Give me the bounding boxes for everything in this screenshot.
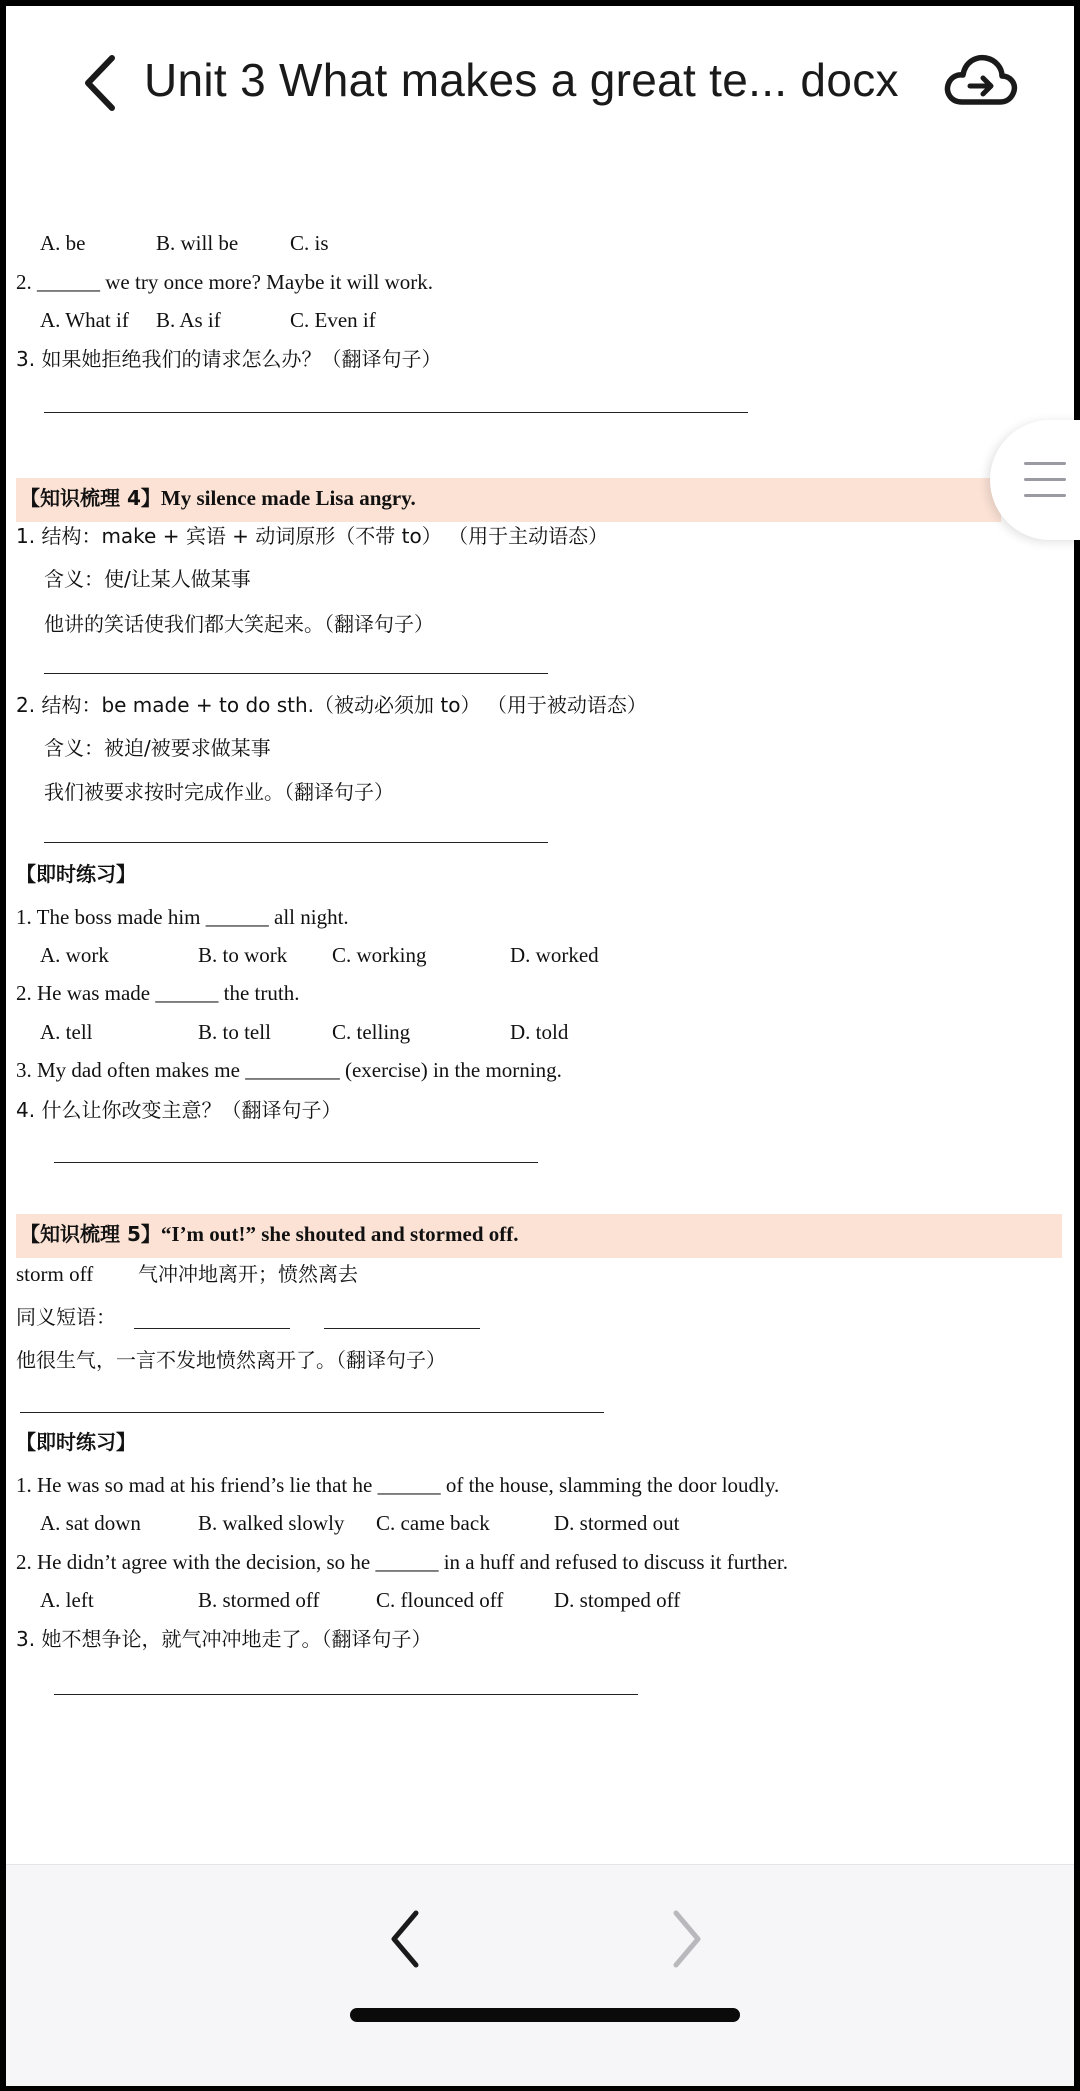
menu-icon-bar [1024,494,1066,497]
menu-icon-bar [1024,462,1066,465]
cloud-upload-button[interactable] [940,42,1020,122]
meaning-text: 含义：被迫/被要求做某事 [44,736,271,760]
option-b: B. will be [156,231,239,255]
answer-line [44,673,548,674]
option-b: B. to tell [198,1020,271,1044]
question-text: 1. The boss made him ______ all night. [16,905,349,929]
option-b: B. As if [156,308,221,332]
section-heading-cn: 【知识梳理 4】 [20,486,161,510]
phrase-term: storm off [16,1262,94,1286]
option-a: A. left [40,1588,94,1612]
answer-line [54,1694,638,1695]
question-text: 2. He didn’t agree with the decision, so he ______ in a huff and refused to discuss it further. [16,1550,788,1574]
question-text: 2. He was made ______ the truth. [16,981,300,1005]
document-header [6,6,1074,156]
option-b: B. walked slowly [198,1511,345,1535]
section-heading [20,483,416,513]
option-d: D. told [510,1020,569,1044]
translation-prompt: 3. 她不想争论，就气冲冲地走了。（翻译句子） [16,1627,432,1651]
page-navigation-bar [6,1864,1074,2086]
option-c: C. is [290,231,329,255]
answer-line [134,1328,290,1329]
section-heading [20,1219,519,1249]
question-text: 2. ______ we try once more? Maybe it will work. [16,270,433,294]
answer-line [324,1328,480,1329]
previous-page-button[interactable] [378,1903,434,1975]
cloud-upload-icon [940,42,1020,122]
chevron-left-icon [72,48,132,118]
option-a: A. sat down [40,1511,141,1535]
option-c: C. telling [332,1020,411,1044]
section-heading-cn: 【知识梳理 5】 [20,1222,161,1246]
option-c: C. flounced off [376,1588,504,1612]
next-page-button[interactable] [658,1903,714,1975]
option-c: C. came back [376,1511,490,1535]
chevron-right-icon [658,1903,714,1975]
synonym-label: 同义短语： [16,1305,116,1329]
option-a: A. work [40,943,109,967]
structure-text: 1. 结构：make + 宾语 + 动词原形（不带 to） （用于主动语态） [16,524,609,548]
section-heading-en: My silence made Lisa angry. [160,486,416,510]
answer-line [44,842,548,843]
structure-text: 2. 结构：be made + to do sth.（被动必须加 to） （用于被动语态） [16,693,647,717]
translation-prompt: 他讲的笑话使我们都大笑起来。（翻译句子） [44,612,434,636]
translation-prompt: 3. 如果她拒绝我们的请求怎么办？（翻译句子） [16,347,442,371]
option-a: A. tell [40,1020,93,1044]
outline-menu-button[interactable] [990,420,1080,540]
document-title: Unit 3 What makes a great te... docx [144,54,899,106]
phrase-meaning: 气冲冲地离开；愤然离去 [138,1262,358,1286]
translation-prompt: 我们被要求按时完成作业。（翻译句子） [44,780,394,804]
answer-line [20,1412,604,1413]
question-text: 3. My dad often makes me _________ (exercise) in the morning. [16,1058,562,1082]
option-d: D. stormed out [554,1511,680,1535]
option-b: B. to work [198,943,288,967]
option-a: A. What if [40,308,129,332]
menu-icon-bar [1024,478,1066,481]
translation-prompt: 4. 什么让你改变主意？（翻译句子） [16,1098,342,1122]
translation-prompt: 他很生气，一言不发地愤然离开了。（翻译句子） [16,1348,446,1372]
back-button[interactable] [72,48,132,118]
section-heading-en: “I’m out!” she shouted and stormed off. [160,1222,519,1246]
option-b: B. stormed off [198,1588,320,1612]
practice-heading: 【即时练习】 [16,1430,136,1454]
chevron-left-icon [378,1903,434,1975]
option-c: C. Even if [290,308,376,332]
option-d: D. worked [510,943,599,967]
home-indicator[interactable] [350,2008,740,2022]
question-text: 1. He was so mad at his friend’s lie that he ______ of the house, slamming the door loudly. [16,1473,780,1497]
answer-line [44,412,748,413]
option-a: A. be [40,231,86,255]
answer-line [54,1162,538,1163]
option-c: C. working [332,943,427,967]
option-d: D. stomped off [554,1588,681,1612]
practice-heading: 【即时练习】 [16,862,136,886]
meaning-text: 含义：使/让某人做某事 [44,567,251,591]
